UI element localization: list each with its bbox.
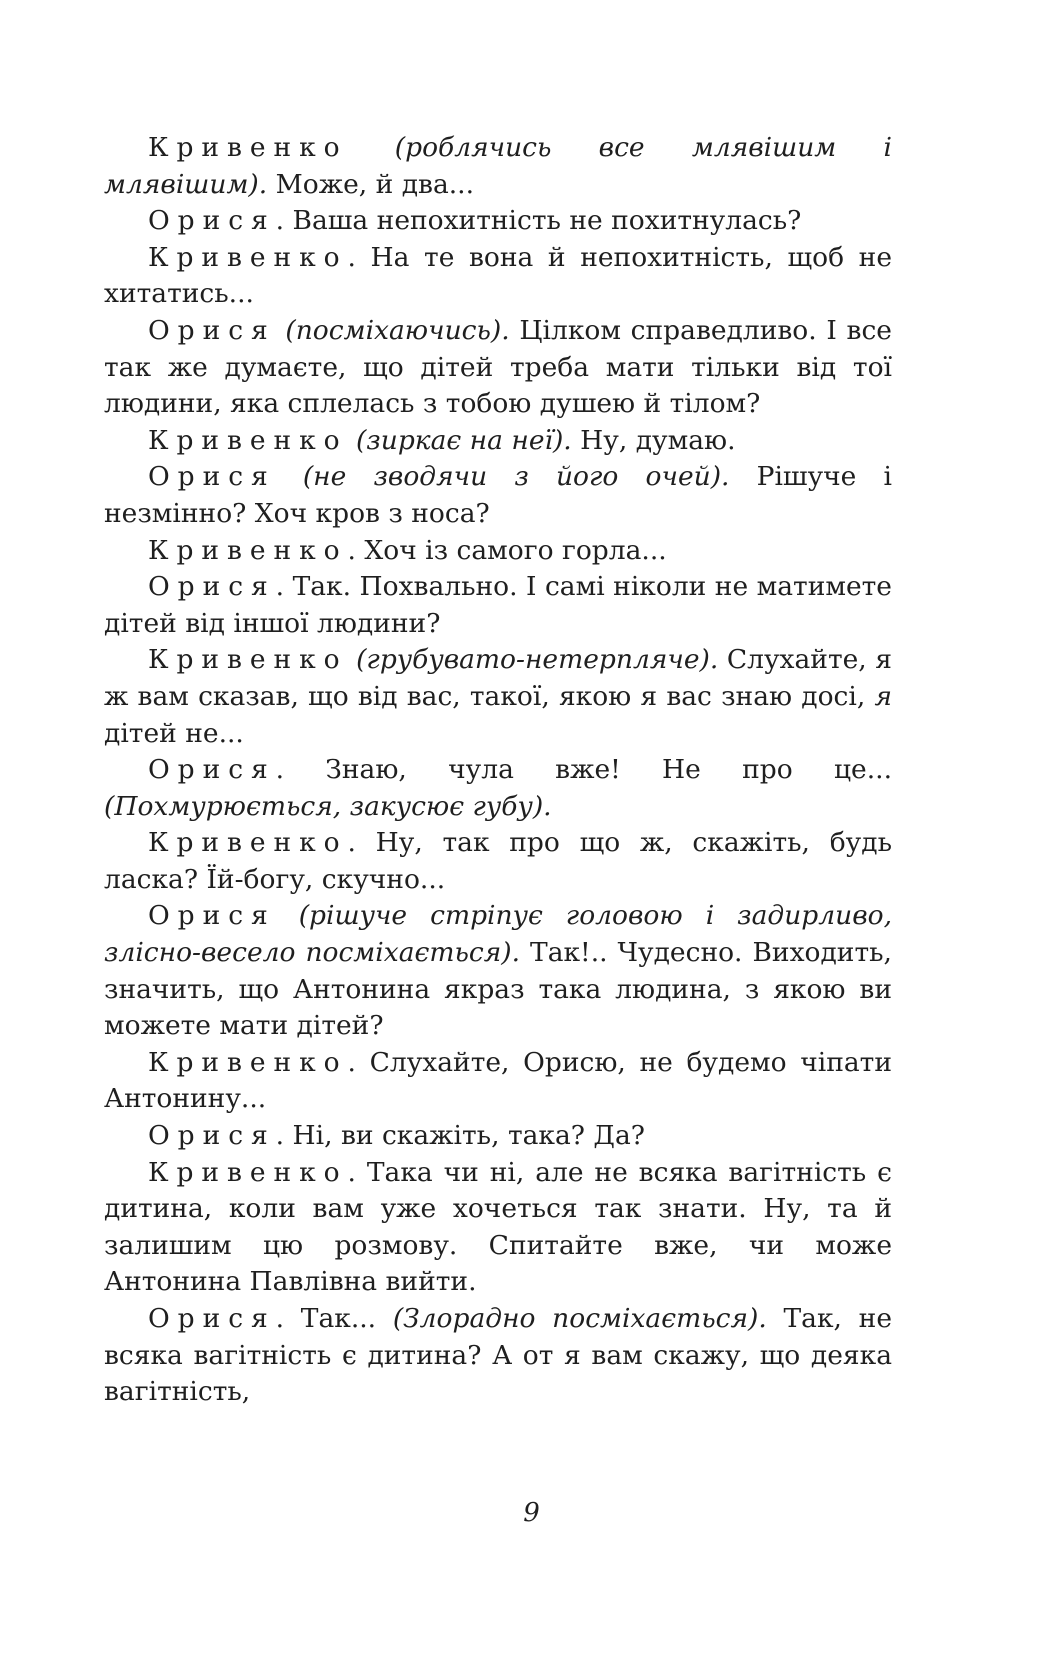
dialogue-text: Так!.. Чудесно. Виходить, значить, що Антонина якраз така людина, з якою ви можете мати дітей? <box>104 937 892 1042</box>
dialogue-paragraph <box>104 313 892 423</box>
dialogue-text: . Ваша непохитність не похитнулась? <box>275 205 802 237</box>
dialogue-text: Ну, думаю. <box>571 424 736 456</box>
speaker-name: Кривенко <box>148 827 348 859</box>
dialogue-text: Так, не всяка вагітність є дитина? А от я вам скажу, що деяка вагітність, <box>104 1303 892 1408</box>
dialogue-paragraph <box>104 569 892 642</box>
speaker-name: Кривенко <box>148 1156 348 1188</box>
dialogue-text <box>276 315 286 346</box>
dialogue-paragraph <box>104 533 892 570</box>
dialogue-paragraph <box>104 898 892 1044</box>
speaker-name: Кривенко <box>148 534 348 566</box>
dialogue-text: . Така чи ні, але не всяка вагітність є дитина, коли вам уже хочеться так знати. Ну, та й залишим цю розмову. Спитайте вже, чи може Антонина Павлівна вийти. <box>104 1156 892 1298</box>
dialogue-paragraph <box>104 130 892 203</box>
dialogue-paragraph <box>104 1045 892 1118</box>
dialogue-text: . На те вона й непохитність, щоб не хитатись... <box>104 241 892 310</box>
speaker-name: Орися <box>148 1120 276 1152</box>
dialogue-text <box>276 461 303 492</box>
speaker-name: Орися <box>148 314 276 346</box>
speaker-name: Орися <box>148 205 276 237</box>
dialogue-text: Слухайте, я ж вам сказав, що від вас, такої, якою я вас знаю досі, <box>104 644 892 712</box>
dialogue-paragraph <box>104 203 892 240</box>
dialogue-text <box>348 644 357 675</box>
speaker-name: Орися <box>148 571 276 603</box>
speaker-name: Орися <box>148 900 276 932</box>
dialogue-text: . Слухайте, Орисю, не будемо чіпати Антонину... <box>104 1046 892 1115</box>
dialogue-paragraph <box>104 240 892 313</box>
dialogue-text: . Знаю, чула вже! Не про це... <box>275 754 892 786</box>
stage-direction: (Злорадно посміхається). <box>392 1303 767 1334</box>
dialogue-text: . Ні, ви скажіть, така? Да? <box>275 1120 645 1152</box>
dialogue-paragraph <box>104 825 892 898</box>
dialogue-text: . Ну, так про що ж, скажіть, будь ласка? Їй-богу, скучно... <box>104 827 892 895</box>
dialogue-text: дітей не... <box>104 717 244 749</box>
dialogue-paragraph <box>104 1155 892 1301</box>
dialogue-text <box>276 900 299 931</box>
speaker-name: Кривенко <box>148 1046 348 1078</box>
dialogue-text: Рішуче і незмінно? Хоч кров з носа? <box>104 461 893 529</box>
dialogue-paragraph <box>104 752 892 825</box>
stage-direction: (Похмурюється, закусює губу). <box>104 790 552 822</box>
speaker-name: Орися <box>148 1303 276 1334</box>
speaker-name: Кривенко <box>148 644 348 676</box>
dialogue-text: . Так. Похвально. І самі ніколи не матимете дітей від іншої людини? <box>104 571 892 639</box>
dialogue-text <box>348 425 356 456</box>
speaker-name: Кривенко <box>148 424 348 456</box>
speaker-name: Орися <box>148 461 276 493</box>
dialogue-text <box>348 132 395 163</box>
stage-direction: (грубувато-нетерпляче). <box>356 644 719 676</box>
page-text <box>104 130 892 1411</box>
dialogue-text: Може, й два... <box>267 168 475 200</box>
stage-direction: (не зводячи з його очей). <box>302 461 730 493</box>
dialogue-paragraph <box>104 459 892 532</box>
dialogue-text: . Так... <box>275 1303 393 1334</box>
dialogue-text: Цілком справедливо. І все так же думаєте, що дітей треба мати тільки від тої людини, яка сплелась з тобою душею й тілом? <box>104 314 892 420</box>
speaker-name: Кривенко <box>148 241 348 273</box>
dialogue-paragraph <box>104 1118 892 1155</box>
page-number: 9 <box>523 1498 540 1528</box>
stage-direction: (роблячись все млявішим і млявішим). <box>104 132 892 200</box>
stage-direction: я <box>874 680 892 712</box>
stage-direction: (зиркає на неї). <box>355 424 572 456</box>
dialogue-paragraph <box>104 1301 892 1411</box>
dialogue-paragraph <box>104 423 892 460</box>
speaker-name: Орися <box>148 754 276 786</box>
dialogue-text: . Хоч із самого горла... <box>347 534 667 566</box>
speaker-name: Кривенко <box>148 132 348 163</box>
dialogue-paragraph <box>104 642 892 752</box>
stage-direction: (рішуче стріпує головою і задирливо, злісно-весело посміхається). <box>104 900 892 969</box>
stage-direction: (посміхаючись). <box>285 314 510 346</box>
